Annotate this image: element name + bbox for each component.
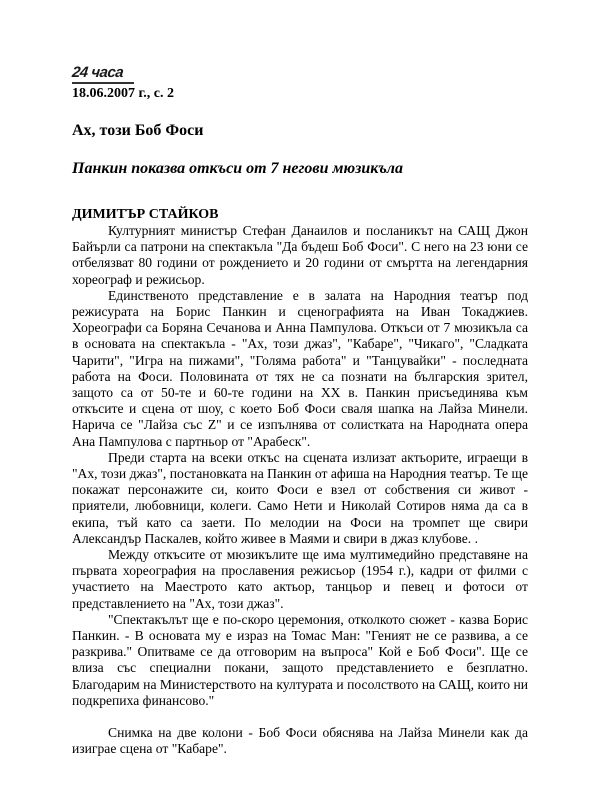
article-body	[72, 223, 528, 758]
body-paragraph: Между откъсите от мюзикълите ще има мултимедийно представяне на първата хореография на прославения режисьор (1954 г.), кадри от филми с участието на Маестрото като актьор, танцьор и певец и фотоси от представлението на "Ах, този джаз".	[72, 547, 528, 611]
logo-text: 24 часа	[71, 64, 125, 81]
article-subtitle: Панкин показва откъси от 7 негови мюзикъла	[72, 160, 404, 177]
article-page	[72, 64, 528, 758]
body-paragraph: Преди старта на всеки откъс на сцената излизат актьорите, играещи в "Ах, този джаз", постановката на Панкин от афиша на Народния театър. Те ще покажат персонажите си, които Фоси е взел от собствения си живот - приятели, любовници, колеги. Само Нети и Николай Сотиров няма да са в екипа, тъй като са заети. По мелодии на Фоси на тромпет ще свири Александър Паскалев, който живее в Маями и свири в джаз клубове. .	[72, 449, 528, 546]
dateline: 18.06.2007 г., с. 2	[72, 86, 174, 101]
article-author: ДИМИТЪР СТАЙКОВ	[72, 207, 219, 222]
photo-caption: Снимка на две колони - Боб Фоси обяснява на Лайза Минели как да изиграе сцена от "Кабаре".	[72, 725, 528, 757]
body-paragraph: Културният министър Стефан Данаилов и посланикът на САЩ Джон Байърли са патрони на спектакъла "Да бъдеш Боб Фоси". С него на 23 юни се отбелязват 80 години от рождението и 20 години от смъртта на легендарния хореограф и режисьор.	[72, 223, 528, 287]
newspaper-logo	[72, 64, 142, 86]
body-paragraph: "Спектакълът ще е по-скоро церемония, отколкото сюжет - казва Борис Панкин. - В основата му е израз на Томас Ман: "Геният не се развива, а се разкрива." Опитваме се да отговорим на въпроса" Кой е Боб Фоси". Ще се влиза със специални покани, защото представлението е безплатно. Благодарим на Министерството на културата и посолството на САЩ, които ни подкрепиха финансово."	[72, 611, 528, 708]
logo-underline	[72, 82, 134, 84]
body-paragraph: Единственото представление е в залата на Народния театър под режисурата на Борис Панкин и сценографията на Иван Токаджиев. Хореографи са Боряна Сечанова и Анна Пампулова. Откъси от 7 мюзикъла са в основата на спектакъла - "Ах, този джаз", "Кабаре", "Чикаго", "Сладката Чарити", "Игра на пижами", "Голяма работа" и "Танцувайки" - последната работа на Фоси. Половината от тях не са познати на българския зрител, защото са от 50-те и 60-те години на XX в. Панкин присъединява към откъсите и сцена от шоу, с което Боб Фоси сваля шапка на Лайза Минели. Нарича се "Лайза със Z" и се изпълнява от солистката на Народната опера Ана Пампулова с партньор от "Арабеск".	[72, 287, 528, 449]
article-title: Ах, този Боб Фоси	[72, 122, 204, 139]
